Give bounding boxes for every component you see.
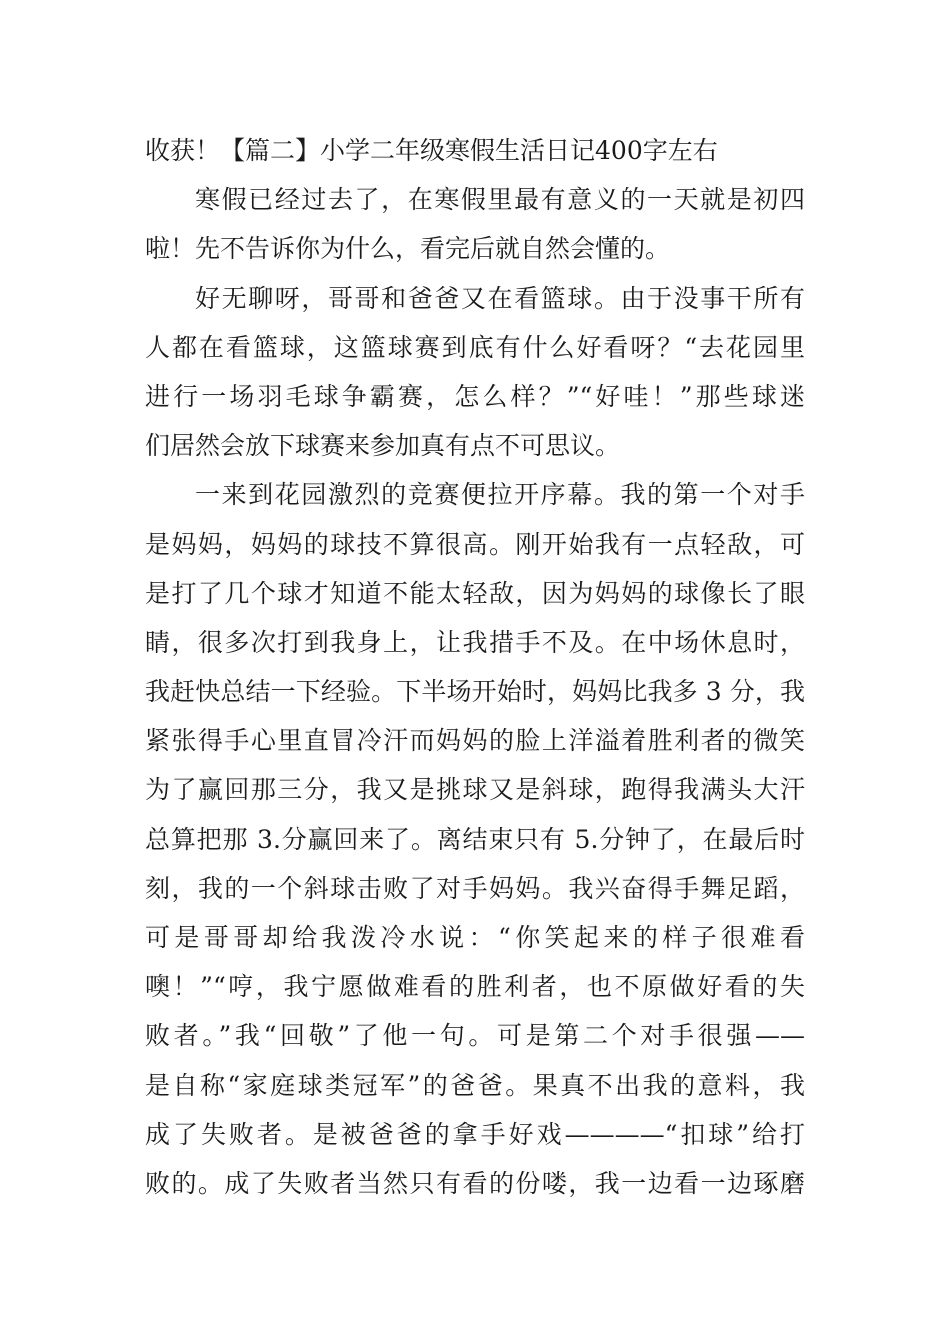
text-line: 败者。”我“回敬”了他一句。可是第二个对手很强——: [145, 1021, 805, 1051]
text-line: 啦！先不告诉你为什么，看完后就自然会懂的。: [145, 234, 671, 264]
text-line: 进行一场羽毛球争霸赛，怎么样？”“好哇！”那些球迷: [145, 381, 805, 411]
text-line: 为了赢回那三分，我又是挑球又是斜球，跑得我满头大汗: [145, 775, 805, 805]
paragraph-first-line: 好无聊呀，哥哥和爸爸又在看篮球。由于没事干所有: [195, 283, 805, 313]
document-body: [145, 126, 805, 1208]
text-line: 收获！【篇二】小学二年级寒假生活日记400字左右: [145, 136, 718, 165]
text-line: 总算把那 3.分赢回来了。离结束只有 5.分钟了，在最后时: [145, 824, 805, 854]
text-line: 是打了几个球才知道不能太轻敌，因为妈妈的球像长了眼: [145, 578, 805, 608]
text-line: 可是哥哥却给我泼冷水说：“你笑起来的样子很难看: [145, 923, 805, 952]
text-line: 成了失败者。是被爸爸的拿手好戏————“扣球”给打: [145, 1119, 805, 1149]
text-line: 是自称“家庭球类冠军”的爸爸。果真不出我的意料，我: [145, 1070, 805, 1100]
text-line: 我赶快总结一下经验。下半场开始时，妈妈比我多 3 分，我: [145, 677, 805, 707]
text-line: 人都在看篮球，这篮球赛到底有什么好看呀？“去花园里: [145, 332, 805, 362]
text-line: 们居然会放下球赛来参加真有点不可思议。: [145, 431, 621, 461]
text-line: 紧张得手心里直冒冷汗而妈妈的脸上洋溢着胜利者的微笑: [145, 726, 805, 756]
text-line: 刻，我的一个斜球击败了对手妈妈。我兴奋得手舞足蹈，: [145, 873, 805, 903]
text-line: 睛，很多次打到我身上，让我措手不及。在中场休息时，: [145, 627, 805, 657]
text-line: 是妈妈，妈妈的球技不算很高。刚开始我有一点轻敌，可: [145, 529, 805, 559]
text-line: 败的。成了失败者当然只有看的份喽，我一边看一边琢磨: [145, 1168, 805, 1198]
text-line: 噢！”“哼，我宁愿做难看的胜利者，也不原做好看的失: [145, 972, 805, 1002]
paragraph-first-line: 寒假已经过去了，在寒假里最有意义的一天就是初四: [195, 185, 805, 215]
paragraph-first-line: 一来到花园激烈的竞赛便拉开序幕。我的第一个对手: [195, 480, 805, 510]
